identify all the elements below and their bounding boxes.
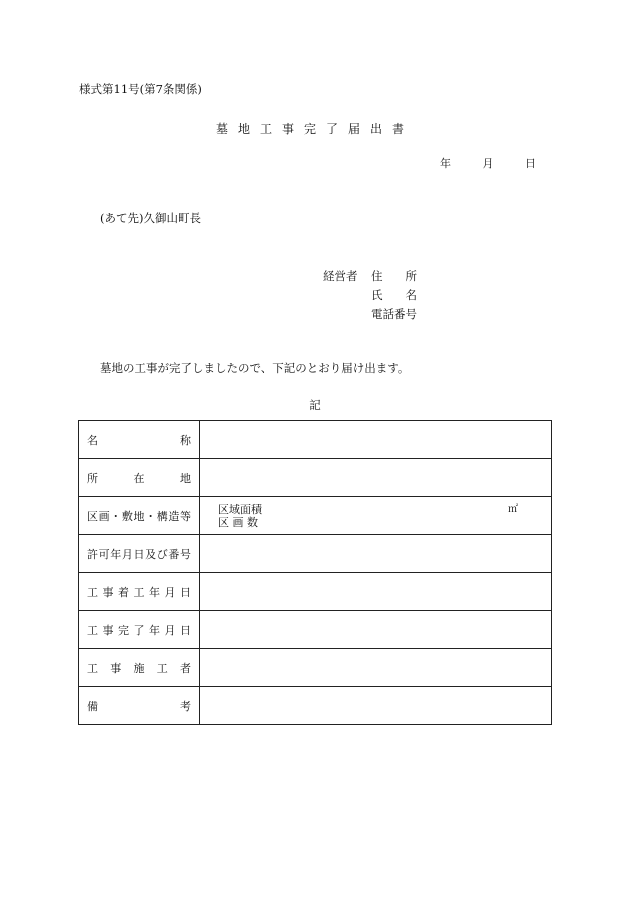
row-label-cell [79, 611, 200, 649]
applicant-phone-label [371, 306, 417, 322]
form-number: 様式第11号(第7条関係) [79, 82, 202, 96]
area-label: 区域面積 [218, 502, 262, 516]
row-label-cell [79, 649, 200, 687]
row-value-cell[interactable] [200, 421, 552, 459]
table-row [79, 459, 552, 497]
row-value-cell[interactable] [200, 687, 552, 725]
applicant-address-label [371, 268, 417, 284]
plot-count-label: 区 画 数 [218, 515, 258, 529]
row-value-cell[interactable] [200, 573, 552, 611]
area-unit: ㎡ [508, 503, 518, 515]
address-label-text: 住 所 [371, 269, 417, 283]
applicant-name-label [371, 287, 417, 303]
phone-label-text: 電話番号 [371, 307, 417, 321]
row-label: 工事施工者 [87, 661, 191, 675]
row-label-cell [79, 459, 200, 497]
table-row [79, 497, 552, 535]
row-label: 備考 [87, 699, 191, 713]
row-label: 所在地 [87, 471, 191, 485]
date-year-label: 年 [440, 157, 451, 170]
area-line [218, 503, 551, 516]
date-day-label: 日 [525, 157, 536, 170]
table-row [79, 421, 552, 459]
detail-table [78, 420, 552, 725]
area-value-wrap [218, 503, 551, 529]
row-value-cell[interactable] [200, 535, 552, 573]
table-row [79, 649, 552, 687]
date-line [440, 155, 536, 171]
table-row [79, 535, 552, 573]
row-value-cell[interactable] [200, 611, 552, 649]
ki-heading: 記 [309, 398, 321, 412]
row-value-cell[interactable] [200, 649, 552, 687]
row-label-cell [79, 573, 200, 611]
addressee: (あて先)久御山町長 [100, 211, 201, 225]
row-label: 工事完了年月日 [87, 623, 191, 637]
row-value-cell[interactable] [200, 459, 552, 497]
row-label: 区画・敷地・構造等 [87, 509, 191, 523]
row-label-cell [79, 687, 200, 725]
applicant-role-label: 経営者 [323, 269, 358, 283]
table-row [79, 573, 552, 611]
row-label: 名称 [87, 433, 191, 447]
row-label-cell [79, 497, 200, 535]
row-value-cell[interactable] [200, 497, 552, 535]
document-title: 墓地工事完了届出書 [215, 122, 414, 136]
row-label: 工事着工年月日 [87, 585, 191, 599]
row-label: 許可年月日及び番号 [87, 547, 191, 561]
row-label-cell [79, 535, 200, 573]
statement-text: 墓地の工事が完了しましたので、下記のとおり届け出ます。 [100, 361, 410, 375]
name-label-text: 氏 名 [371, 288, 417, 302]
table-row [79, 687, 552, 725]
date-month-label: 月 [482, 157, 494, 170]
row-label-cell [79, 421, 200, 459]
table-row [79, 611, 552, 649]
plot-count-line [218, 516, 551, 529]
